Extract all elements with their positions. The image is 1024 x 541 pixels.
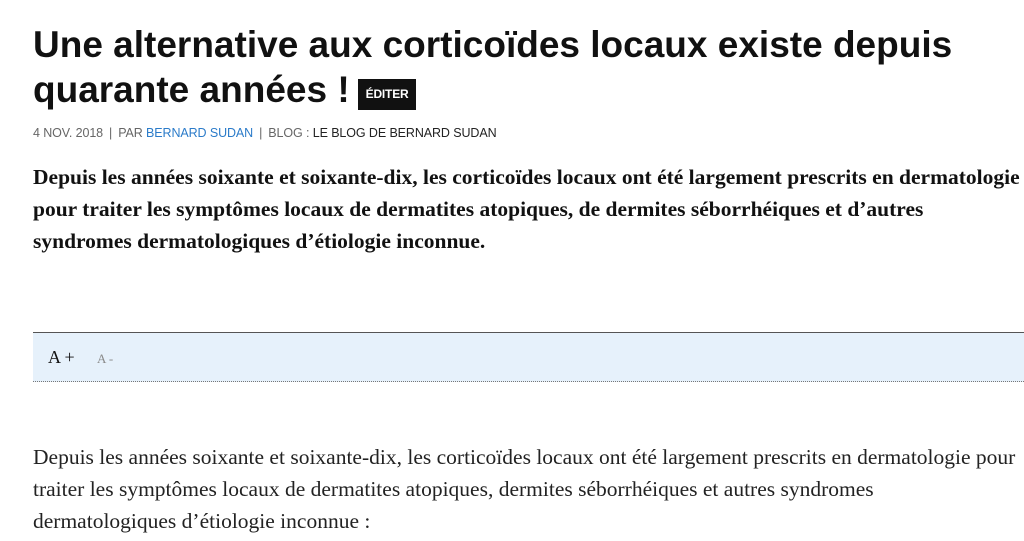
article-title xyxy=(33,22,993,112)
meta-separator: | xyxy=(109,126,113,140)
article-body-paragraph: Depuis les années soixante et soixante-dix, les corticoïdes locaux ont été largement prescrits en dermatologie pour traiter les symptômes locaux de dermatites atopiques, dermites séborrhéiques et autres syndromes dermatologiques d’étiologie inconnue : xyxy=(33,444,1016,533)
increase-font-button[interactable]: A + xyxy=(48,347,75,367)
article-lead: Depuis les années soixante et soixante-dix, les corticoïdes locaux ont été largement prescrits en dermatologie pour traiter les symptômes locaux de dermatites atopiques, de dermites séborrhéiques et d’autres syndromes dermatologiques d’étiologie inconnue. xyxy=(33,165,1020,253)
author-link[interactable]: BERNARD SUDAN xyxy=(146,126,254,140)
author-prefix: PAR xyxy=(118,126,143,140)
article-title-text: Une alternative aux corticoïdes locaux existe depuis quarante années ! xyxy=(33,24,953,110)
article-meta xyxy=(33,126,1024,140)
meta-separator: | xyxy=(259,126,263,140)
font-size-toolbar xyxy=(33,332,1024,382)
edit-button[interactable]: ÉDITER xyxy=(358,79,417,110)
blog-prefix: BLOG : xyxy=(268,126,310,140)
blog-link[interactable]: LE BLOG DE BERNARD SUDAN xyxy=(312,126,497,140)
publish-date: 4 NOV. 2018 xyxy=(33,126,104,140)
article-container xyxy=(33,0,1024,541)
decrease-font-button[interactable]: A - xyxy=(97,351,114,366)
